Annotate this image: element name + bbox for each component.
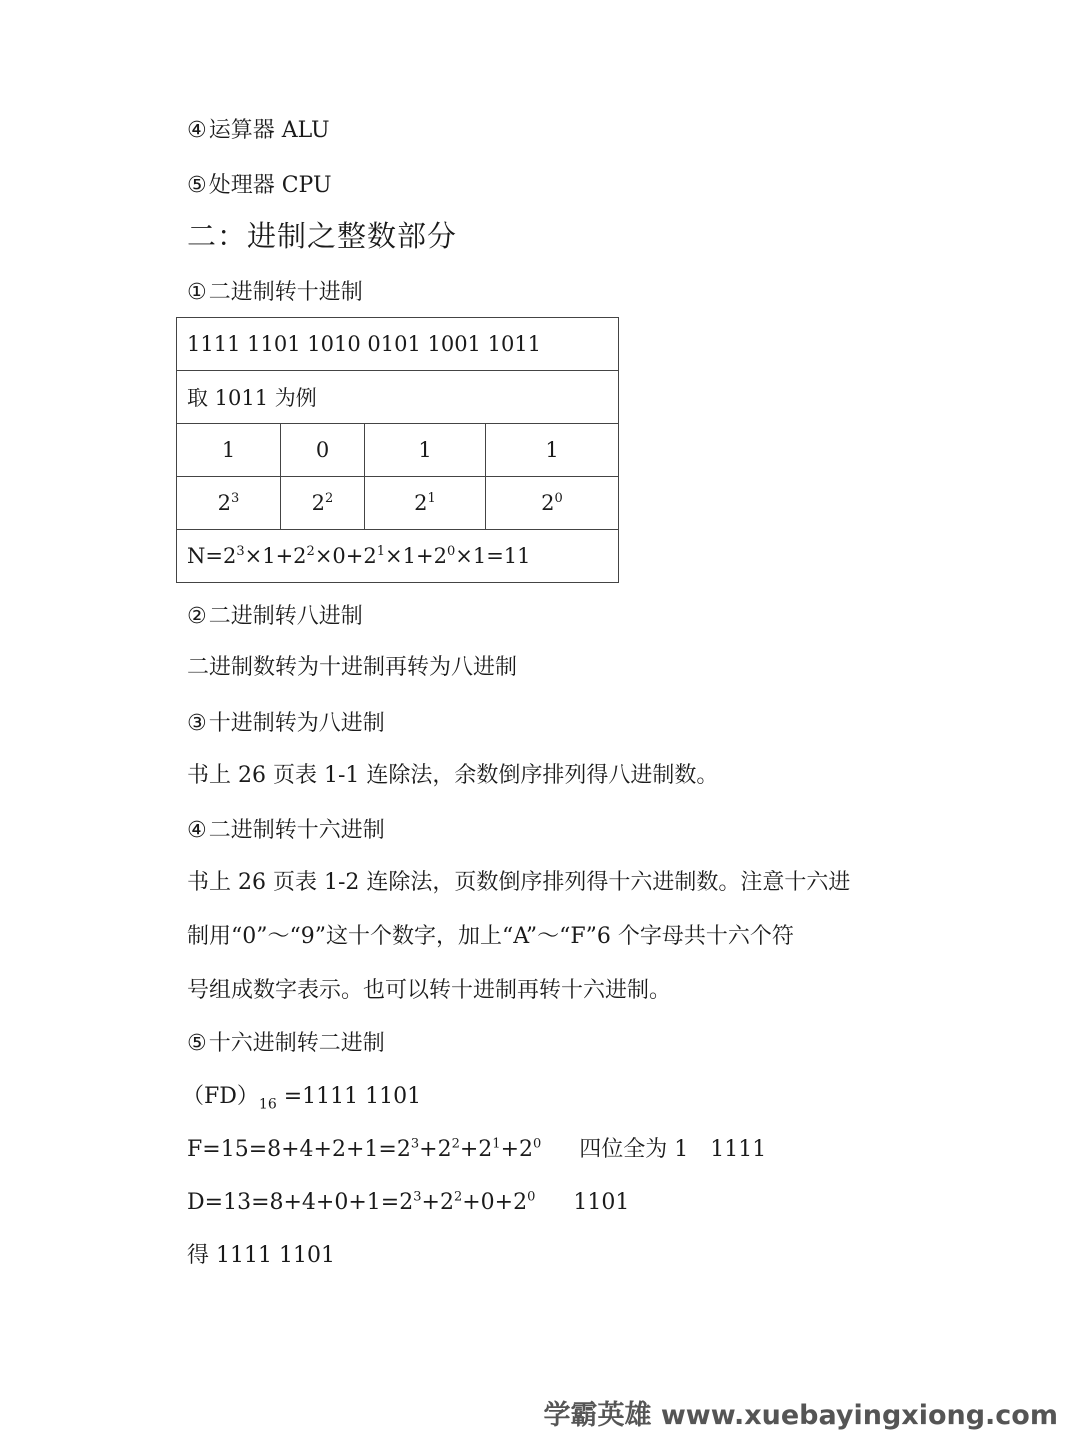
bit-cell: 1 <box>486 424 619 477</box>
formula-cell: $N=2^3\times 1+2^2\times 0+2^1\times 1+2^0\times 1=11$ <box>177 530 619 583</box>
watermark: 学霸英雄 www.xuebayingxiong.com <box>543 1400 1058 1431</box>
fd-equation: $(FD)_{16} =1111$ 1101 <box>182 1084 422 1113</box>
weight-cell: $2^3$ <box>177 477 281 530</box>
subheading-bin-to-oct <box>187 601 363 633</box>
subheading-text: 十六进制转二进制 <box>208 1031 385 1056</box>
paragraph-line: 书上 26 页表 1-2 连除法，页数倒序排列得十六进制数。注意十六进 <box>187 870 851 895</box>
bit-cell: 1 <box>365 424 486 477</box>
result-line: 得 1111 1101 <box>187 1243 335 1268</box>
conversion-table <box>176 317 619 583</box>
circled-number: ⑤ <box>187 1031 207 1056</box>
paragraph-line: 制用“0”～“9”这十个数字，加上“A”～“F”6 个字母共十六个符 <box>187 924 794 949</box>
paragraph: 书上 26 页表 1-1 连除法，余数倒序排列得八进制数。 <box>187 763 719 788</box>
f-equation: $F=15=8+4+2+1=2^3+2^2+2^1+2^0$ 四位全为 1 1111 <box>187 1136 767 1162</box>
subheading-text: 二进制转十六进制 <box>208 818 385 843</box>
subheading-dec-to-oct <box>187 708 385 740</box>
circled-number: ② <box>187 604 207 629</box>
circled-number: ③ <box>187 711 207 736</box>
item-alu <box>187 115 330 147</box>
circled-number: ④ <box>187 818 207 843</box>
subheading-text: 二进制转十进制 <box>208 280 363 305</box>
example-cell: 取 1011 为例 <box>177 371 619 424</box>
subheading-text: 十进制转为八进制 <box>208 711 385 736</box>
weight-cell: $2^2$ <box>281 477 365 530</box>
circled-number: ① <box>187 280 207 305</box>
bit-cell: 0 <box>281 424 365 477</box>
subheading-bin-to-dec <box>187 277 363 309</box>
section-title: 二：进制之整数部分 <box>187 219 458 253</box>
item-text: 处理器 CPU <box>208 173 332 198</box>
d-equation: $D=13=8+4+0+1=2^3+2^2+0+2^0$ 1101 <box>187 1189 630 1215</box>
subheading-bin-to-hex <box>187 815 385 847</box>
item-cpu <box>187 170 332 202</box>
subheading-hex-to-bin <box>187 1028 385 1060</box>
bit-cell: 1 <box>177 424 281 477</box>
item-text: 运算器 ALU <box>208 118 330 143</box>
paragraph-line: 号组成数字表示。也可以转十进制再转十六进制。 <box>187 978 672 1003</box>
circled-number: ④ <box>187 118 207 143</box>
subheading-text: 二进制转八进制 <box>208 604 363 629</box>
binary-value-cell: 1111 1101 1010 0101 1001 1011 <box>177 318 619 371</box>
circled-number: ⑤ <box>187 173 207 198</box>
paragraph: 二进制数转为十进制再转为八进制 <box>187 655 518 680</box>
weight-cell: $2^1$ <box>365 477 486 530</box>
weight-cell: $2^0$ <box>486 477 619 530</box>
